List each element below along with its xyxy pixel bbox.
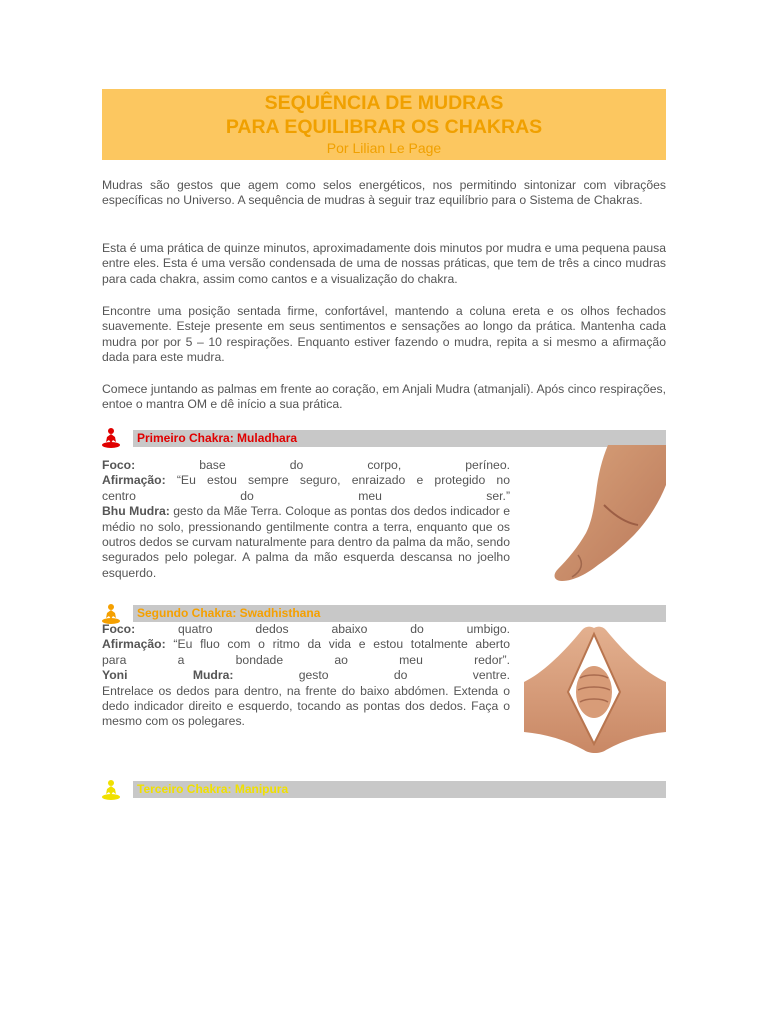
intro-paragraph: Esta é uma prática de quinze minutos, aproximadamente dois minutos por mudra e uma pequena pausa entre eles. Esta é uma versão condensada de uma de nossas práticas, que tem de três a cinco mudras para cada chakra, assim como cantos e a visualização do chakra. bbox=[102, 241, 666, 286]
mudra-label-word-1: Yoni bbox=[102, 668, 128, 683]
foco-line bbox=[102, 622, 510, 637]
intro-paragraph: Encontre uma posição sentada firme, confortável, mantendo a coluna ereta e os olhos fechados suavemente. Esteje presente em seus sentimentos e sensações ao longo da prática. Mantenha cada mudra por por 5 – 10 respirações. Enquanto estiver fazendo o mudra, repita a si mesmo a afirmação dada para este mudra. bbox=[102, 304, 666, 365]
chakra-1-heading: Primeiro Chakra: Muladhara bbox=[133, 430, 666, 447]
foco-label: Foco: bbox=[102, 458, 136, 472]
meditating-figure-yellow-icon bbox=[100, 779, 122, 801]
intro-paragraph: Comece juntando as palmas em frente ao coração, em Anjali Mudra (atmanjali). Após cinco respirações, entoe o mantra OM e dê início a sua prática. bbox=[102, 382, 666, 412]
afirmacao-line bbox=[102, 473, 510, 488]
mudra-title-line bbox=[102, 668, 510, 683]
mudra-label: Bhu Mudra: bbox=[102, 504, 170, 519]
mudra-text: gesto da Mãe Terra. Coloque as pontas dos dedos indicador e médio no solo, pressionando gentilmente contra a terra, enquanto que os outros dedos se curvam naturalmente para dentro da palma da mão, sendo segurados pelo polegar. A palma da mão esquerda descansa no joelho esquerdo. bbox=[102, 504, 511, 580]
page-title-line-2: PARA EQUILIBRAR OS CHAKRAS bbox=[225, 116, 543, 138]
chakra-2-text bbox=[102, 622, 510, 730]
chakra-3-heading: Terceiro Chakra: Manipura bbox=[133, 781, 666, 798]
title-banner bbox=[102, 89, 666, 160]
page-title-line-1: SEQUÊNCIA DE MUDRAS bbox=[264, 92, 504, 114]
afirmacao-line-2: centro do meu ser.” bbox=[102, 488, 510, 503]
bhu-mudra-hand-photo bbox=[548, 445, 666, 585]
foco-line bbox=[102, 458, 510, 473]
chakra-2-heading: Segundo Chakra: Swadhisthana bbox=[133, 605, 666, 622]
foco-value: quatro dedos abaixo do umbigo. bbox=[178, 622, 511, 636]
mudra-description bbox=[102, 504, 510, 580]
afirmacao-line bbox=[102, 637, 510, 652]
mudra-label-word-2: Mudra: bbox=[192, 668, 234, 683]
foco-label: Foco: bbox=[102, 622, 136, 636]
chakra-1-text bbox=[102, 458, 510, 581]
mudra-text: Entrelace os dedos para dentro, na frente do baixo abdómen. Extenda o dedo indicador direito e esquerdo, tocando as pontas dos dedos. Faça o mesmo com os polegares. bbox=[102, 683, 510, 729]
afirmacao-text: “Eu estou sempre seguro, enraizado e protegido no bbox=[176, 473, 510, 488]
yoni-mudra-hands-photo bbox=[524, 622, 666, 764]
afirmacao-label: Afirmação: bbox=[102, 637, 166, 652]
afirmacao-label: Afirmação: bbox=[102, 473, 166, 488]
afirmacao-line-2: para a bondade ao meu redor”. bbox=[102, 652, 510, 667]
meditating-figure-red-icon bbox=[100, 427, 122, 449]
intro-paragraph: Mudras são gestos que agem como selos energéticos, nos permitindo sintonizar com vibrações específicas no Universo. A sequência de mudras à seguir traz equilíbrio para o Sistema de Chakras. bbox=[102, 178, 666, 208]
author-byline: Por Lilian Le Page bbox=[326, 140, 442, 156]
foco-value: base do corpo, períneo. bbox=[199, 458, 510, 472]
afirmacao-text: “Eu fluo com o ritmo da vida e estou totalmente aberto bbox=[173, 637, 510, 652]
mudra-title-rest: gesto do ventre. bbox=[298, 668, 510, 683]
